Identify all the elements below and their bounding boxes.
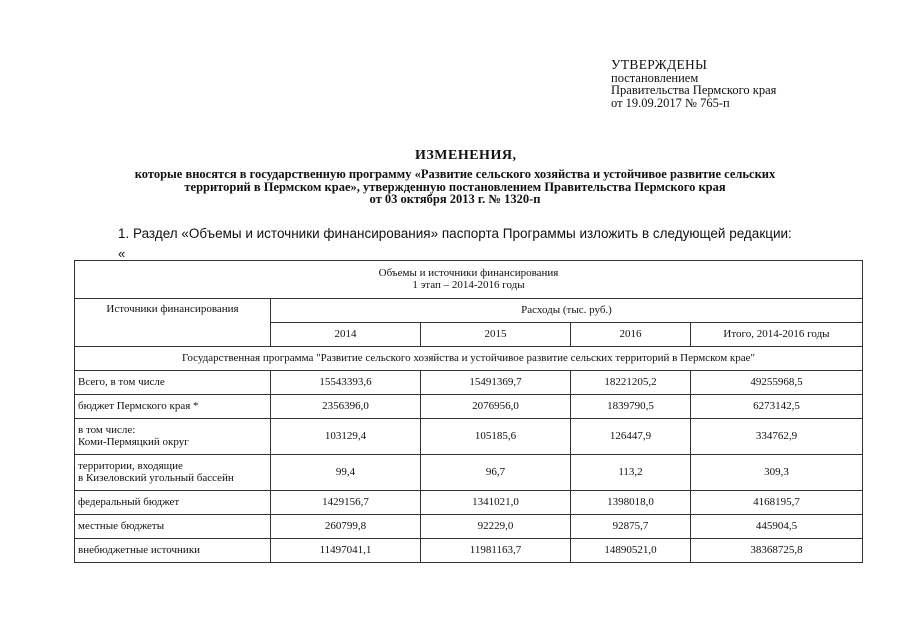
cell-value: 1341021,0	[421, 491, 571, 515]
opening-quote: «	[118, 246, 126, 261]
row-label-line: в том числе:	[78, 424, 136, 436]
year-header: 2014	[271, 323, 421, 347]
cell-value: 260799,8	[271, 515, 421, 539]
cell-total: 309,3	[691, 455, 863, 491]
column-header-expenses: Расходы (тыс. руб.)	[271, 299, 863, 323]
column-header-sources: Источники финансирования	[75, 299, 271, 347]
table-row	[75, 539, 863, 563]
cell-value: 1429156,7	[271, 491, 421, 515]
financing-table	[74, 260, 863, 563]
approval-line: постановлением	[611, 70, 699, 85]
section-paragraph: 1. Раздел «Объемы и источники финансирования» паспорта Программы изложить в следующей редакции:	[118, 226, 792, 241]
row-label: местные бюджеты	[75, 515, 271, 539]
table-row	[75, 515, 863, 539]
table-row	[75, 371, 863, 395]
cell-value: 103129,4	[271, 419, 421, 455]
cell-value: 1398018,0	[571, 491, 691, 515]
approval-date-line: от 19.09.2017 № 765-п	[611, 95, 730, 110]
table-row	[75, 419, 863, 455]
cell-value: 14890521,0	[571, 539, 691, 563]
table-caption-row	[75, 261, 863, 299]
document-subtitle	[60, 168, 850, 206]
row-label: бюджет Пермского края *	[75, 395, 271, 419]
total-header: Итого, 2014-2016 годы	[691, 323, 863, 347]
cell-value: 126447,9	[571, 419, 691, 455]
document-title: ИЗМЕНЕНИЯ,	[415, 148, 517, 163]
cell-value: 11981163,7	[421, 539, 571, 563]
cell-total: 445904,5	[691, 515, 863, 539]
cell-total: 38368725,8	[691, 539, 863, 563]
cell-total: 49255968,5	[691, 371, 863, 395]
cell-value: 15543393,6	[271, 371, 421, 395]
table-row	[75, 491, 863, 515]
cell-value: 11497041,1	[271, 539, 421, 563]
subtitle-line: территорий в Пермском крае», утвержденную постановлением Правительства Пермского края	[184, 179, 726, 194]
cell-total: 334762,9	[691, 419, 863, 455]
cell-value: 2076956,0	[421, 395, 571, 419]
cell-value: 105185,6	[421, 419, 571, 455]
subtitle-line: от 03 октября 2013 г. № 1320-п	[369, 192, 541, 206]
cell-total: 4168195,7	[691, 491, 863, 515]
caption-line: 1 этап – 2014-2016 годы	[412, 278, 525, 291]
cell-value: 99,4	[271, 455, 421, 491]
row-label: Всего, в том числе	[75, 371, 271, 395]
header-row	[75, 299, 863, 323]
year-header: 2016	[571, 323, 691, 347]
subtitle-line: которые вносятся в государственную программу «Развитие сельского хозяйства и устойчивое развитие сельских	[134, 167, 776, 181]
cell-value: 113,2	[571, 455, 691, 491]
row-label-line: Коми-Пермяцкий округ	[78, 435, 189, 448]
program-title-row	[75, 347, 863, 371]
row-label: внебюджетные источники	[75, 539, 271, 563]
cell-value: 18221205,2	[571, 371, 691, 395]
approval-stamp	[611, 59, 776, 109]
cell-value: 1839790,5	[571, 395, 691, 419]
row-label	[75, 455, 271, 491]
table-row	[75, 455, 863, 491]
year-header: 2015	[421, 323, 571, 347]
program-title: Государственная программа "Развитие сельского хозяйства и устойчивое развитие сельских территорий в Пермском крае"	[75, 347, 863, 371]
row-label: федеральный бюджет	[75, 491, 271, 515]
caption-line: Объемы и источники финансирования	[378, 267, 559, 279]
approval-line: Правительства Пермского края	[611, 83, 777, 97]
table-row	[75, 395, 863, 419]
cell-value: 92229,0	[421, 515, 571, 539]
row-label	[75, 419, 271, 455]
cell-value: 15491369,7	[421, 371, 571, 395]
cell-value: 2356396,0	[271, 395, 421, 419]
row-label-line: территории, входящие	[78, 460, 183, 472]
cell-value: 96,7	[421, 455, 571, 491]
cell-total: 6273142,5	[691, 395, 863, 419]
approval-heading: УТВЕРЖДЕНЫ	[611, 57, 708, 72]
cell-value: 92875,7	[571, 515, 691, 539]
table-caption	[75, 261, 863, 299]
row-label-line: в Кизеловский угольный бассейн	[78, 471, 234, 484]
